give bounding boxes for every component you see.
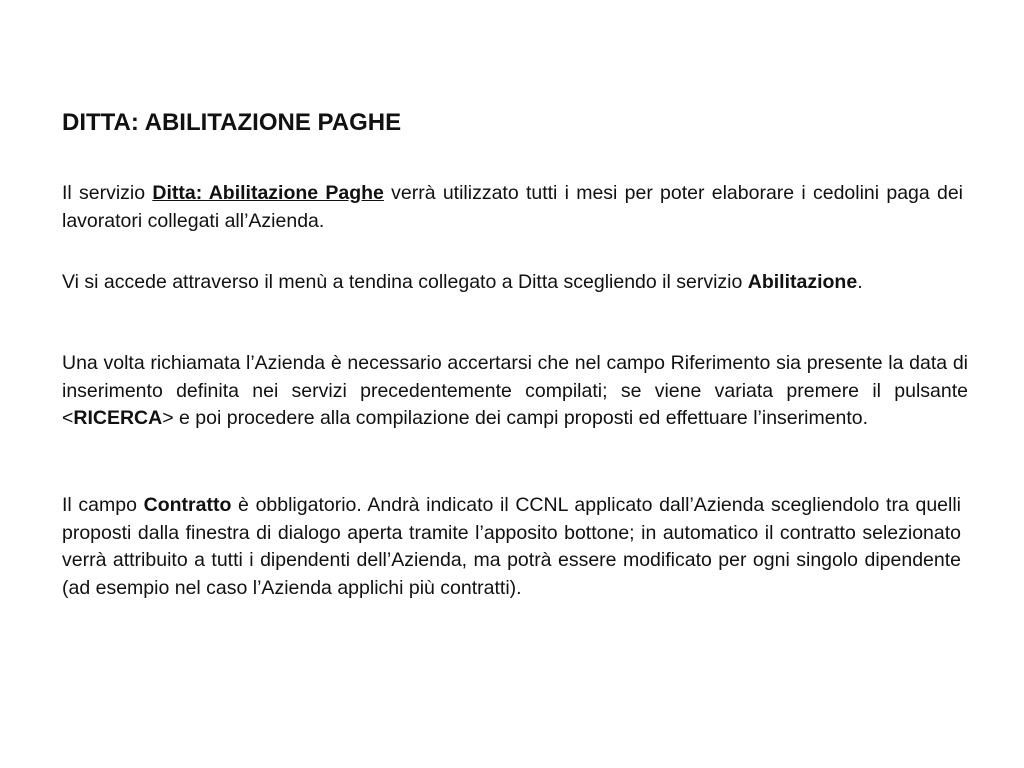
page-title: DITTA: ABILITAZIONE PAGHE (62, 109, 402, 136)
paragraph-menu-access (62, 269, 968, 297)
ricerca-button-label: RICERCA (73, 407, 163, 429)
paragraph-text: Una volta richiamata l’Azienda è necessario accertarsi che nel campo Riferimento sia presente la data di inserimento definita nei servizi precedentemente compilati; se viene variata premere il pulsante < (62, 352, 968, 429)
contratto-field-name: Contratto (143, 494, 232, 516)
paragraph-text: . (857, 271, 863, 293)
paragraph-text: verrà utilizzato tutti i mesi per poter elaborare i cedolini paga dei lavoratori collegati all’Azienda. (62, 182, 963, 232)
paragraph-text: è obbligatorio. Andrà indicato il CCNL applicato dall’Azienda scegliendolo tra quelli proposti dalla finestra di dialogo aperta tramite l’apposito bottone; in automatico il contratto selezionato verrà attribuito a tutti i dipendenti dell’Azienda, ma potrà essere modificato per ogni singolo dipendente (ad esempio nel caso l’Azienda applichi più contratti). (62, 494, 962, 599)
paragraph-text: Il servizio (62, 182, 153, 204)
service-name: Ditta: Abilitazione Paghe (152, 182, 384, 204)
paragraph-text: Vi si accede attraverso il menù a tendina collegato a Ditta scegliendo il servizio (62, 271, 748, 293)
paragraph-riferimento (62, 350, 968, 433)
paragraph-service-intro (62, 180, 963, 235)
paragraph-text: Il campo (62, 494, 144, 516)
paragraph-text: > e poi procedere alla compilazione dei campi proposti ed effettuare l’inserimento. (162, 407, 869, 429)
menu-service-name: Abilitazione (747, 271, 858, 293)
paragraph-contratto (62, 492, 961, 602)
